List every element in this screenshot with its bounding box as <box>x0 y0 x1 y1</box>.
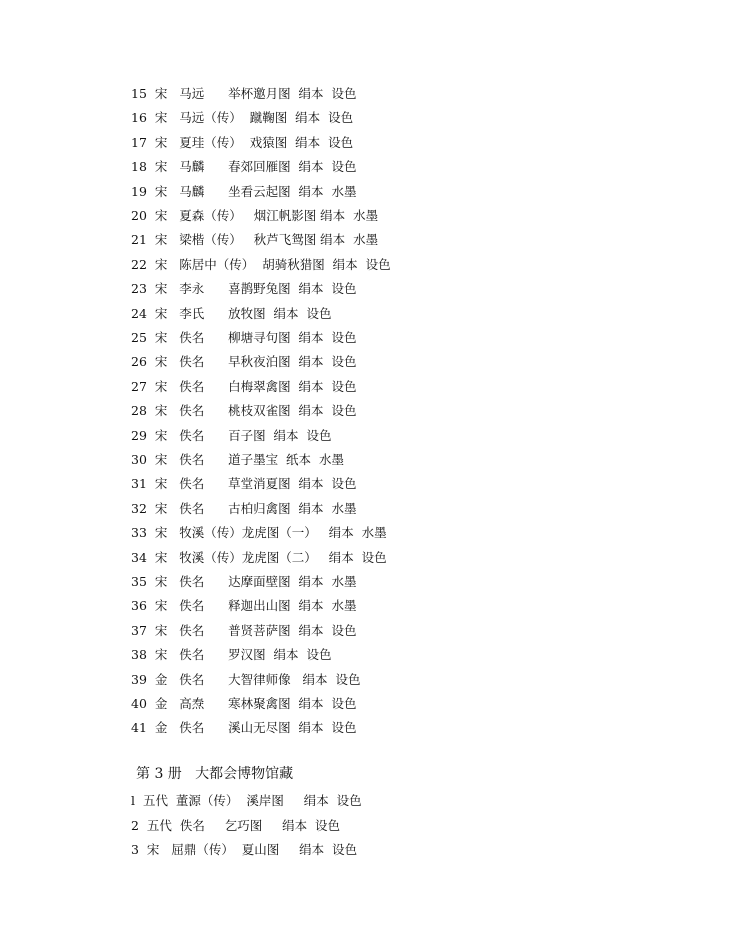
catalog-entry: 16 宋 马远（传） 蹴鞠图 绢本 设色 <box>131 110 354 126</box>
catalog-entry: 35 宋 佚名 达摩面壁图 绢本 水墨 <box>131 574 357 589</box>
catalog-entry: 26 宋 佚名 早秋夜泊图 绢本 设色 <box>131 354 357 370</box>
catalog-entry: 30 宋 佚名 道子墨宝 纸本 水墨 <box>131 452 345 467</box>
catalog-entry: 24 宋 李氏 放牧图 绢本 设色 <box>131 305 332 321</box>
catalog-entry: 18 宋 马麟 春郊回雁图 绢本 设色 <box>131 159 357 175</box>
catalog-entry: 31 宋 佚名 草堂消夏图 绢本 设色 <box>131 476 357 492</box>
catalog-entry: 38 宋 佚名 罗汉图 绢本 设色 <box>131 647 332 663</box>
catalog-entry: 34 宋 牧溪（传）龙虎图（二） 绢本 设色 <box>131 549 387 565</box>
catalog-entry: 36 宋 佚名 释迦出山图 绢本 水墨 <box>131 598 357 614</box>
catalog-entry: 25 宋 佚名 柳塘寻句图 绢本 设色 <box>131 330 357 345</box>
catalog-entry: 17 宋 夏珪（传） 戏猿图 绢本 设色 <box>131 134 354 150</box>
catalog-entry: 39 金 佚名 大智律师像 绢本 设色 <box>131 671 361 687</box>
catalog-entry: 23 宋 李永 喜鹊野兔图 绢本 设色 <box>131 281 357 297</box>
catalog-entry: 2 五代 佚名 乞巧图 绢本 设色 <box>131 817 341 833</box>
catalog-entry: 19 宋 马麟 坐看云起图 绢本 水墨 <box>131 183 357 199</box>
catalog-entry: 33 宋 牧溪（传）龙虎图（一） 绢本 水墨 <box>131 525 387 541</box>
catalog-entry: 3 宋 屈鼎（传） 夏山图 绢本 设色 <box>131 842 358 857</box>
catalog-entry: 40 金 高焘 寒林聚禽图 绢本 设色 <box>131 696 357 711</box>
catalog-entry: 15 宋 马远 举杯邀月图 绢本 设色 <box>131 86 357 101</box>
catalog-entry: 28 宋 佚名 桃枝双雀图 绢本 设色 <box>131 403 357 419</box>
catalog-entry: 29 宋 佚名 百子图 绢本 设色 <box>131 427 332 443</box>
catalog-entry: 21 宋 梁楷（传） 秋芦飞鸳图 绢本 水墨 <box>131 232 379 248</box>
catalog-entry: 41 金 佚名 溪山无尽图 绢本 设色 <box>131 720 357 736</box>
catalog-entry: l 五代 董源（传） 溪岸图 绢本 设色 <box>131 793 362 808</box>
catalog-entry: 27 宋 佚名 白梅翠禽图 绢本 设色 <box>131 378 357 394</box>
section-title: 第 3 册 大都会博物馆藏 <box>136 766 294 782</box>
catalog-entry: 22 宋 陈居中（传） 胡骑秋猎图 绢本 设色 <box>131 256 391 272</box>
catalog-entry: 37 宋 佚名 普贤菩萨图 绢本 设色 <box>131 622 357 638</box>
catalog-entry: 32 宋 佚名 古柏归禽图 绢本 水墨 <box>131 500 357 516</box>
catalog-entry: 20 宋 夏森（传） 烟江帆影图 绢本 水墨 <box>131 208 379 223</box>
